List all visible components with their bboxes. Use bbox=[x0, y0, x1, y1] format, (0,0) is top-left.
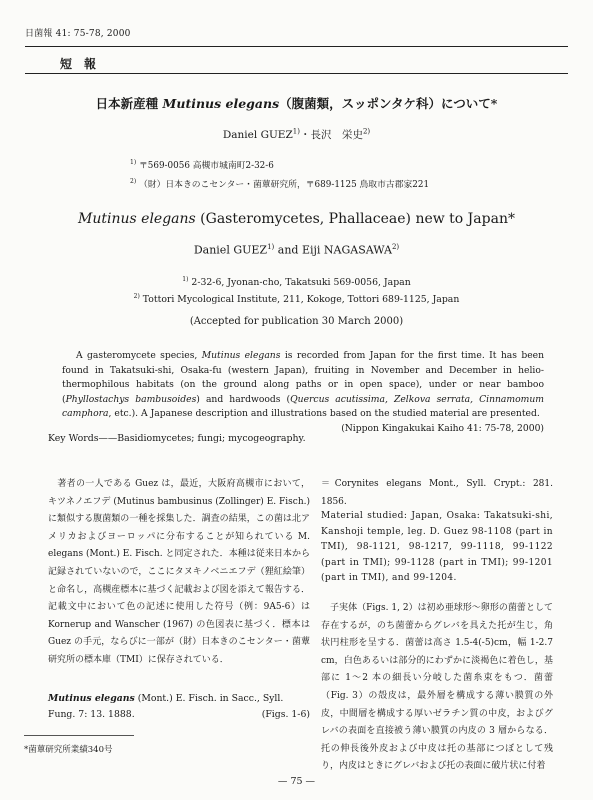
accepted-date: (Accepted for publication 30 March 2000) bbox=[189, 316, 404, 327]
japanese-affiliations: $^{1)}$ 〒569-0056 高槻市城南町2-32-6 $^{2)}$ （財）日本きのこセンター・菌蕈研究所，〒689-1125 鳥取市古郡家221 bbox=[130, 159, 430, 190]
journal-citation: 日菌報 41: 75-78, 2000 bbox=[25, 29, 131, 39]
footnote: *菌蕈研究所業績340号 bbox=[24, 745, 113, 755]
section-label: 短報 bbox=[60, 57, 109, 71]
description-paragraph: 子実体（Figs. 1, 2）は初め亜球形～卵形の菌蕾として存在するが，のち菌蕾からグレバを具えた托が生じ，角状円柱形を呈する．菌蕾は高さ 1.5-4(-5)cm，幅 1-2.7 cm，白色あるいは部分的にわずかに淡褐色に着色し，基部に 1～2 本の細長い分岐した菌糸束をもつ．菌蕾（Fig. 3）の殻皮は，最外層を構成する薄い膜質の外皮，中間層を構成する厚いゼラチン質の中皮，およびグレバの表面を直接被う薄い膜質の内皮の 3 層からなる．托の伸長後外皮および中皮は托の基部につぼとして残り，内皮はときにグレバおよび托の表面に破片状に付着 bbox=[321, 603, 553, 772]
page-number: — 75 — bbox=[277, 776, 316, 787]
species-reference: Mutinus elegans (Mont.) E. Fisch. in Sacc., Syll. Fung. 7: 13. 1888. (Figs. 1-6) bbox=[48, 691, 310, 722]
material-studied: Material studied: Japan, Osaka: Takatsuki-shi, Kanshoji temple, leg. D. Guez 98-1108 (part in TMI), 98-1121, 98-1217, 99-1118, 99-1122 (part in TMI); 99-1128 (part in TMI); 99-1201 (part in TMI), and 99-1204. bbox=[321, 511, 553, 583]
synonym-line: ＝Corynites elegans Mont., Syll. Crypt.: 281. 1856. bbox=[321, 479, 553, 507]
abstract: A gasteromycete species, Mutinus elegans is recorded from Japan for the first time. It has been found in Takatsuki-shi, Osaka-fu (western Japan), fruiting in November and December in helio-thermophilous habitats (on the ground along paths or in open space), under or near bamboo (Phyllostachys bambusoides) and hardwoods (Quercus acutissima, Zelkova serrata, Cinnamomum camphora, etc.). A Japanese description and illustrations based on the studied material are presented. (Nippon Kingakukai Kaiho 41: 75-78, 2000) bbox=[62, 349, 544, 437]
japanese-title: 日本新産種 Mutinus elegans（腹菌類，スッポンタケ科）について* bbox=[95, 96, 498, 111]
english-authors: Daniel GUEZ$^{1)}$ and Eiji NAGASAWA$^{2)}$ bbox=[193, 243, 400, 257]
japanese-authors: Daniel GUEZ$^{1)}$・長沢 栄史$^{2)}$ bbox=[222, 127, 371, 141]
intro-paragraph: 著者の一人である Guez は，最近，大阪府高槻市において，キツネノエフデ (Mutinus bambusinus (Zollinger) E. Fisch.) に類似する腹菌類の一種を採集した．調査の結果，この菌は北アメリカおよびヨーロッパに分布することが知られている M. elegans (Mont.) E. Fisch. と同定された．本種は従来日本から記録されていないので，ここにタヌキノベニエフデ（狸紅絵筆）と命名し，高槻産標本に基づく記載および図を添えて報告する．記載文中において色の記述に使用した符号（例：9A5-6）は Kornerup and Wanscher (1967) の色図表に基づく．標本は Guez の手元，ならびに一部が（財）日本きのこセンター・菌蕈研究所の標本庫（TMI）に保存されている． bbox=[48, 479, 310, 665]
keywords: Key Words——Basidiomycetes; fungi; mycogeography. bbox=[48, 433, 306, 444]
abstract-citation: (Nippon Kingakukai Kaiho 41: 75-78, 2000) bbox=[341, 422, 544, 434]
figures-reference: (Figs. 1-6) bbox=[261, 708, 310, 720]
header-rule-top bbox=[25, 46, 568, 47]
header-rule-bottom bbox=[25, 73, 568, 74]
english-affiliations: $^{1)}$ 2-32-6, Jyonan-cho, Takatsuki 569-0056, Japan $^{2)}$ Tottori Mycological Institute, 211, Kokoge, Tottori 689-1125, Japan bbox=[133, 276, 460, 306]
footnote-rule bbox=[24, 735, 134, 736]
english-title: Mutinus elegans (Gasteromycetes, Phallaceae) new to Japan* bbox=[78, 211, 515, 227]
